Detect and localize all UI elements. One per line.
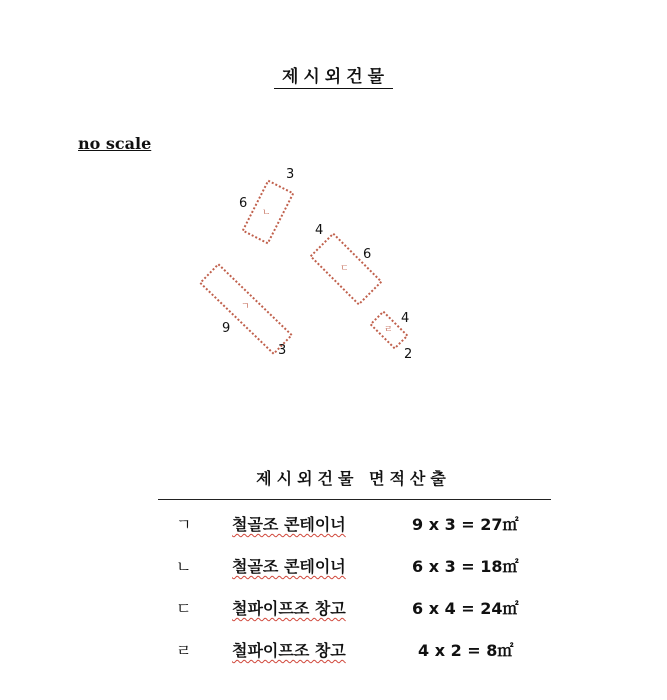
table-row: [0, 512, 667, 534]
area-table-title: 제시외건물 면적산출: [256, 469, 451, 488]
row-structure: 철골조 콘테이너: [232, 557, 346, 576]
building-mark-c: ㄷ: [340, 264, 349, 274]
row-mark: ㄱ: [176, 515, 192, 534]
row-structure: 철골조 콘테이너: [232, 515, 346, 534]
dim-a-long: 9: [222, 321, 231, 336]
dim-b-short: 3: [286, 167, 295, 182]
table-row: [0, 596, 667, 618]
row-structure: 철파이프조 창고: [232, 599, 346, 618]
building-mark-b: ㄴ: [262, 208, 271, 218]
dim-c-long: 6: [363, 247, 372, 262]
row-area-calc: 6 x 3 = 18㎡: [412, 557, 519, 576]
dim-c-short: 4: [315, 223, 324, 238]
building-mark-a: ㄱ: [241, 302, 250, 312]
dim-d-short: 2: [404, 347, 413, 362]
row-area-calc: 6 x 4 = 24㎡: [412, 599, 519, 618]
table-row: [0, 638, 667, 660]
scale-note: no scale: [78, 134, 152, 153]
dim-b-long: 6: [239, 196, 248, 211]
building-mark-d: ㄹ: [384, 325, 393, 335]
document-title-text: 제시외건물: [274, 67, 393, 89]
row-mark: ㄷ: [176, 599, 192, 618]
row-mark: ㄹ: [176, 641, 192, 660]
dim-d-long: 4: [401, 311, 410, 326]
table-divider: [158, 499, 551, 500]
row-area-calc: 4 x 2 = 8㎡: [418, 641, 514, 660]
row-mark: ㄴ: [176, 557, 192, 576]
table-row: [0, 554, 667, 576]
row-area-calc: 9 x 3 = 27㎡: [412, 515, 519, 534]
row-structure: 철파이프조 창고: [232, 641, 346, 660]
dim-a-short: 3: [278, 343, 287, 358]
